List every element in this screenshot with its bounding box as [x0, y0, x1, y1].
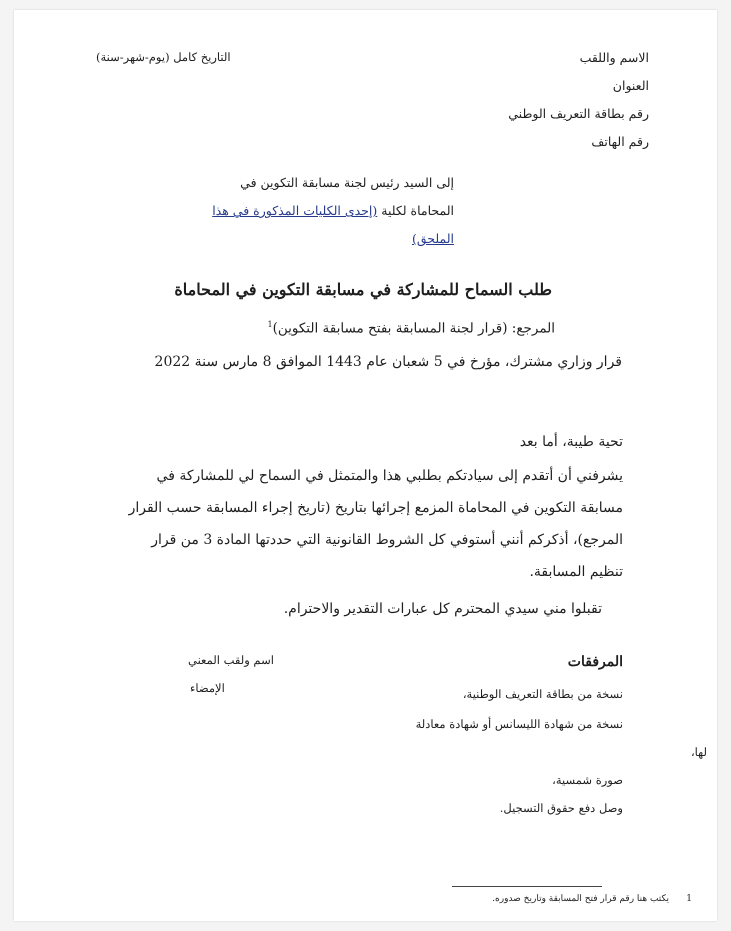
- footnote-text: يكتب هنا رقم قرار فتح المسابقة وتاريخ صدوره.: [492, 894, 669, 904]
- phone-label: رقم الهاتف: [591, 134, 649, 149]
- annex-link[interactable]: الملحق): [411, 231, 454, 246]
- footnote-number: 1: [686, 894, 692, 904]
- document-page: [14, 10, 717, 921]
- faculties-annex-link[interactable]: (إحدى الكليات المذكورة في هذا: [212, 203, 378, 218]
- attachment-item: نسخة من شهادة الليسانس أو شهادة معادلة: [415, 717, 623, 731]
- reference-line: [267, 320, 555, 338]
- body-line-3: المرجع)، أذكركم أنني أستوفي كل الشروط القانونية التي حددتها المادة 3 من قرار: [151, 532, 623, 548]
- attachment-item: نسخة من بطاقة التعريف الوطنية،: [462, 687, 623, 701]
- address-label: العنوان: [612, 78, 649, 93]
- reference-text: المرجع: (قرار لجنة المسابقة بفتح مسابقة التكوين): [272, 320, 555, 337]
- attachments-heading: المرفقات: [567, 654, 623, 670]
- body-line-1: يشرفني أن أتقدم إلى سيادتكم بطلبي هذا والمتمثل في السماح لي للمشاركة في: [156, 468, 623, 484]
- date-label: التاريخ كامل (يوم-شهر-سنة): [96, 50, 231, 64]
- signature-label: الإمضاء: [190, 681, 225, 695]
- name-label: الاسم واللقب: [579, 50, 649, 65]
- request-title: طلب السماح للمشاركة في مسابقة التكوين في المحاماة: [174, 280, 552, 299]
- decree-line: قرار وزاري مشترك، مؤرخ في 5 شعبان عام 1443 الموافق 8 مارس سنة 2022: [154, 354, 622, 370]
- body-line-2: مسابقة التكوين في المحاماة المزمع إجرائها بتاريخ (تاريخ إجراء المسابقة حسب القرار: [128, 500, 623, 516]
- body-line-4: تنظيم المسابقة.: [529, 564, 623, 580]
- attachment-item: صورة شمسية،: [552, 773, 623, 787]
- recipient-prefix: المحاماة لكلية: [381, 203, 454, 218]
- recipient-line-2: [212, 203, 454, 219]
- signatory-name-label: اسم ولقب المعني: [188, 653, 274, 667]
- recipient-line-1: إلى السيد رئيس لجنة مسابقة التكوين في: [240, 175, 454, 190]
- reference-footnote-mark: 1: [267, 320, 273, 329]
- footnote-divider: [452, 886, 602, 887]
- attachment-item: وصل دفع حقوق التسجيل.: [499, 801, 623, 815]
- recipient-line-3: [412, 231, 454, 247]
- greeting: تحية طيبة، أما بعد: [519, 434, 623, 450]
- attachment-item: لها،: [690, 745, 707, 759]
- closing-line: تقبلوا مني سيدي المحترم كل عبارات التقدير والاحترام.: [283, 601, 602, 617]
- id-card-label: رقم بطاقة التعريف الوطني: [508, 106, 649, 121]
